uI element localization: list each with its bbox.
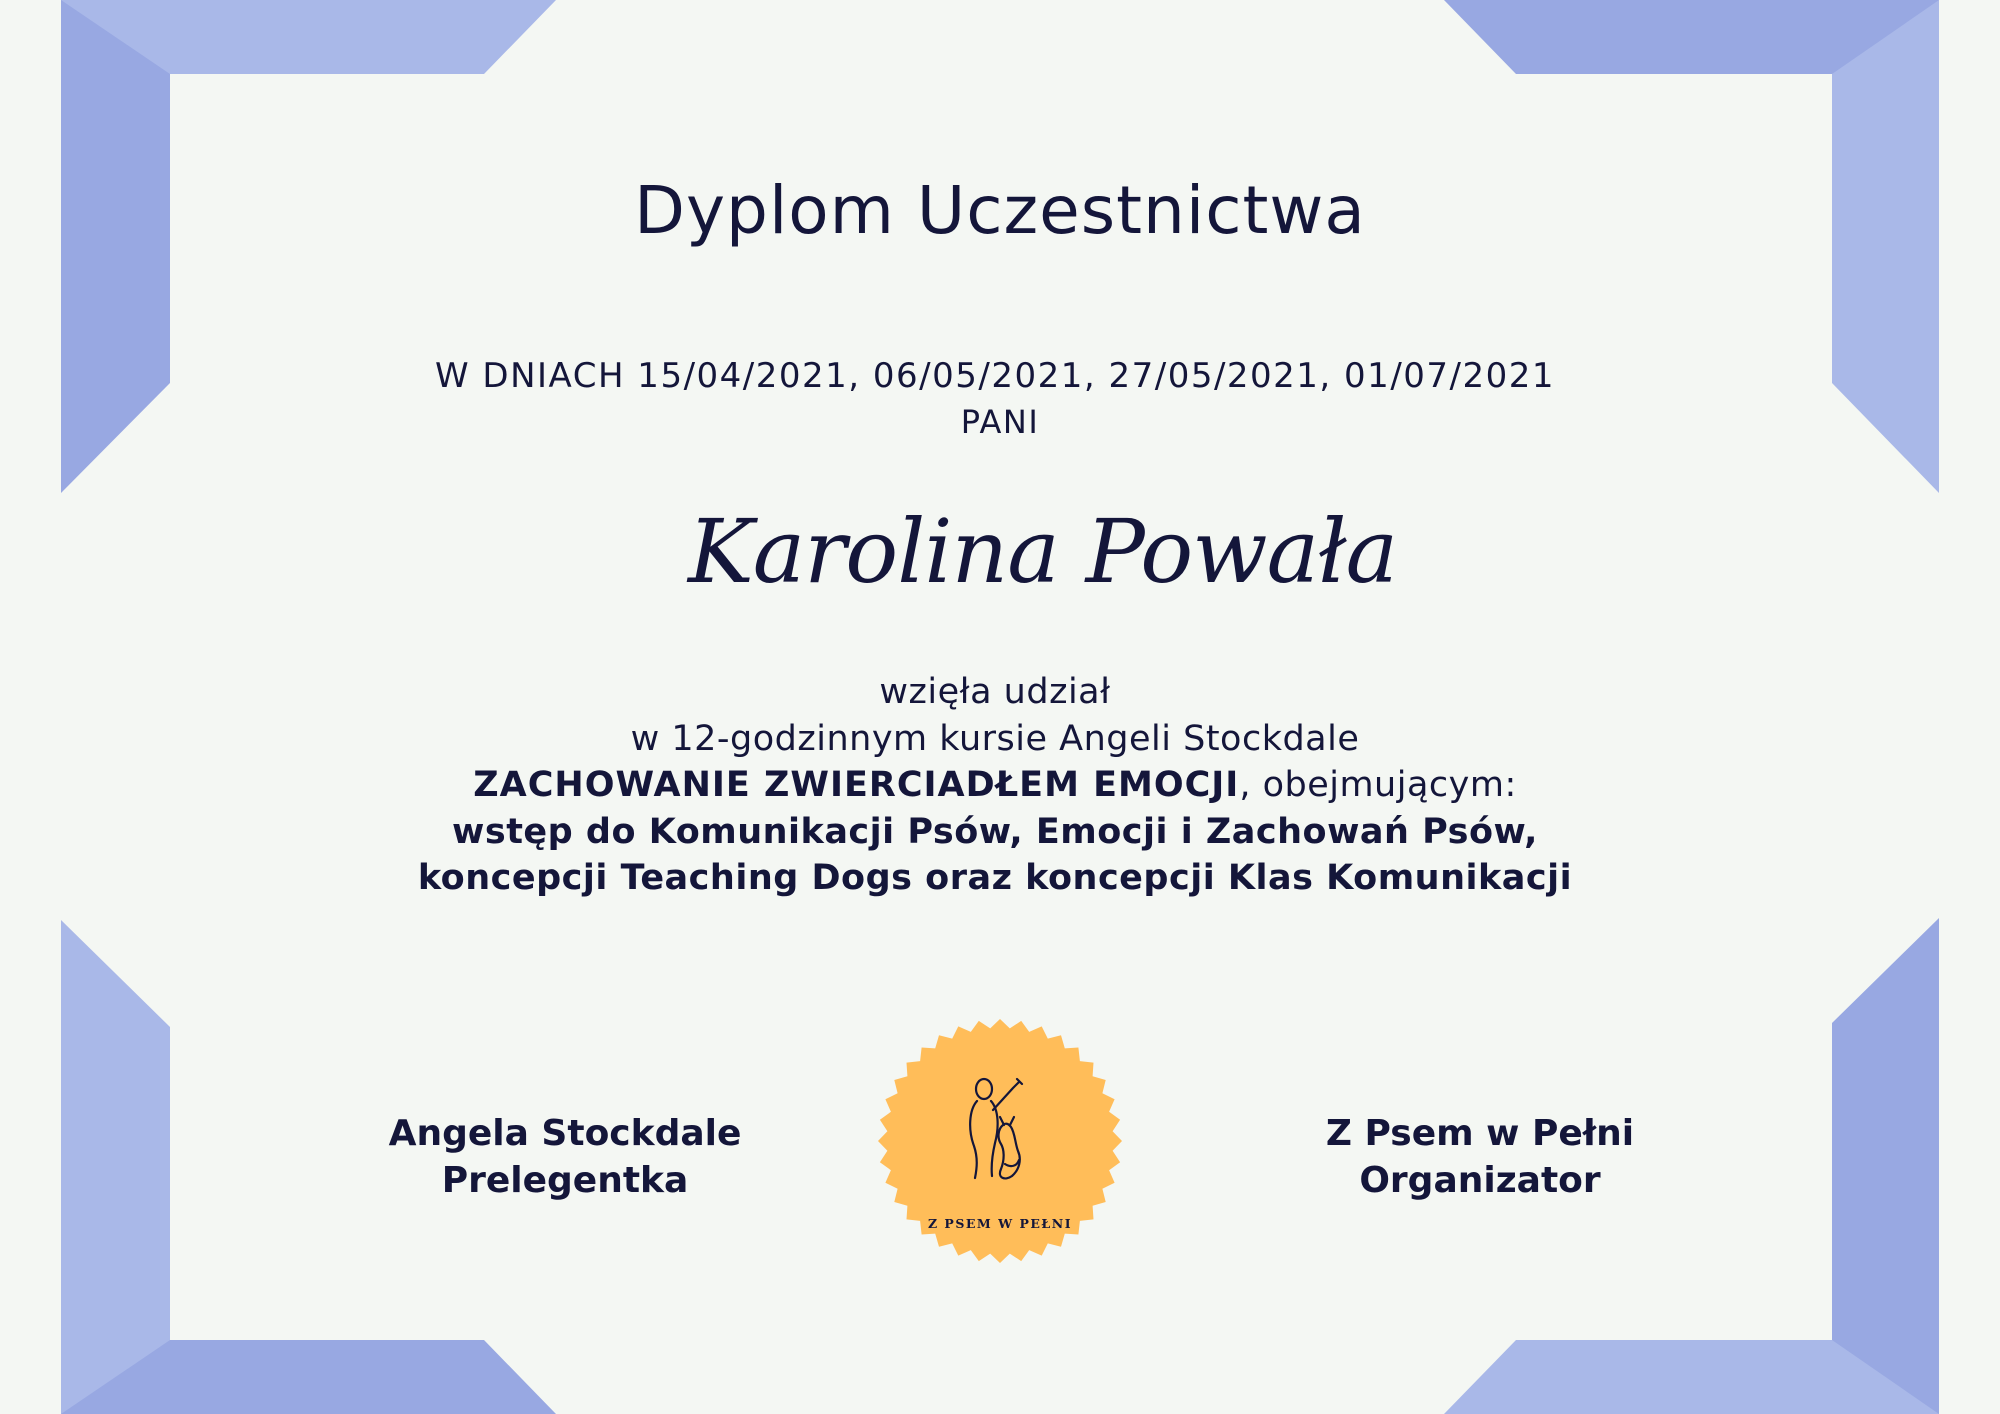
topics-line-1: wstęp do Komunikacji Psów, Emocji i Zachowań Psów, — [452, 812, 1538, 852]
course-line: w 12-godzinnym kursie Angeli Stockdale — [630, 719, 1360, 759]
signatory-left — [315, 1110, 815, 1204]
seal-text: Z PSEM W PEŁNI — [927, 1216, 1073, 1231]
diploma-title: Dyplom Uczestnictwa — [634, 172, 1366, 249]
signatory-right-role: Organizator — [1359, 1160, 1601, 1201]
recipient-name: Karolina Powała — [688, 500, 1398, 603]
signatory-left-name: Angela Stockdale — [388, 1113, 742, 1154]
organizer-seal — [877, 1018, 1123, 1264]
frame-corner-bottom-left-vertical — [61, 920, 170, 1414]
signatory-left-role: Prelegentka — [441, 1160, 689, 1201]
course-title-line — [0, 765, 1990, 805]
course-title-suffix: , obejmującym: — [1239, 765, 1517, 805]
frame-corner-bottom-right-vertical — [1832, 918, 1939, 1414]
course-title: ZACHOWANIE ZWIERCIADŁEM EMOCJI — [473, 765, 1240, 805]
topics-line-2: koncepcji Teaching Dogs oraz koncepcji Klas Komunikacji — [417, 858, 1573, 898]
salutation: PANI — [960, 403, 1040, 441]
signatory-right — [1230, 1110, 1730, 1204]
dates-line: W DNIACH 15/04/2021, 06/05/2021, 27/05/2021, 01/07/2021 — [434, 356, 1556, 396]
participated-line: wzięła udział — [879, 672, 1111, 712]
signatory-right-name: Z Psem w Pełni — [1325, 1113, 1635, 1154]
